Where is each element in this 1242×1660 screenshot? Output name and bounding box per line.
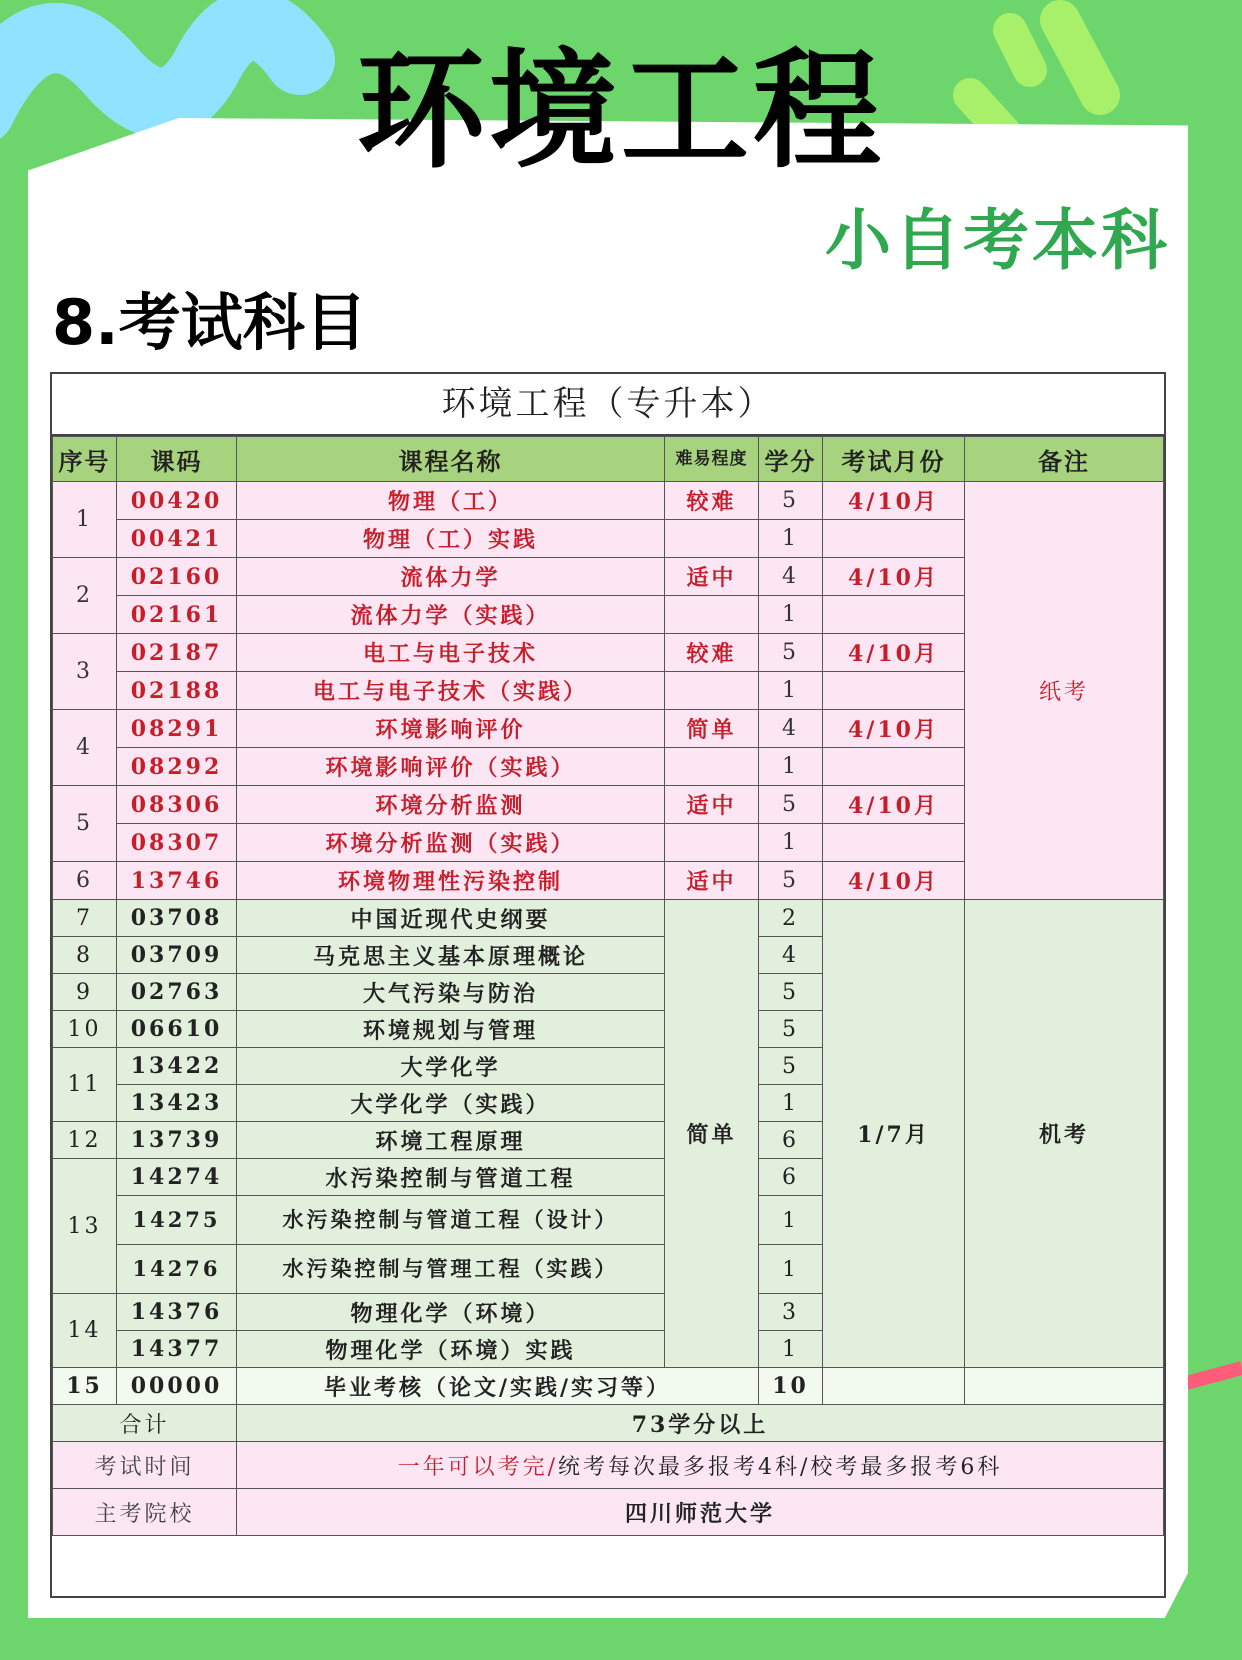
cell-code: 00000 [117,1368,237,1405]
cell-code: 14276 [117,1245,237,1294]
cell-course-name: 环境规划与管理 [237,1011,665,1048]
cell-code: 02763 [117,974,237,1011]
cell-seq: 3 [53,634,117,710]
cell-code: 13746 [117,862,237,900]
cell-month: 4/10月 [823,634,965,672]
cell-difficulty [665,672,759,710]
cell-seq: 9 [53,974,117,1011]
cell-code: 02161 [117,596,237,634]
table-header-row [53,437,1164,482]
col-header-seq: 序号 [53,437,117,482]
cell-course-name: 物理化学（环境） [237,1294,665,1331]
school-value: 四川师范大学 [237,1489,1164,1536]
cell-course-name: 环境分析监测（实践） [237,824,665,862]
cell-seq: 14 [53,1294,117,1368]
cell-course-name: 环境分析监测 [237,786,665,824]
exam-time-highlight: 一年可以考完/ [397,1454,558,1480]
cell-seq: 2 [53,558,117,634]
cell-code: 00420 [117,482,237,520]
cell-credit: 1 [759,520,823,558]
cell-code: 02188 [117,672,237,710]
cell-credit: 6 [759,1159,823,1196]
cell-course-name: 流体力学（实践） [237,596,665,634]
cell-note: 机考 [965,900,1164,1368]
cell-code: 06610 [117,1011,237,1048]
cell-code: 08307 [117,824,237,862]
cell-credit: 1 [759,748,823,786]
cell-month [823,824,965,862]
cell-credit: 1 [759,1331,823,1368]
cell-credit: 5 [759,974,823,1011]
col-header-difficulty: 难易程度 [665,437,759,482]
cell-difficulty [665,824,759,862]
cell-difficulty: 较难 [665,634,759,672]
exam-time-value [237,1442,1164,1489]
cell-difficulty [665,520,759,558]
cell-difficulty [665,596,759,634]
cell-month [823,672,965,710]
col-header-name: 课程名称 [237,437,665,482]
cell-course-name: 大学化学（实践） [237,1085,665,1122]
cell-seq: 4 [53,710,117,786]
cell-seq: 15 [53,1368,117,1405]
cell-code: 14274 [117,1159,237,1196]
cell-course-name: 物理（工）实践 [237,520,665,558]
cell-code: 14377 [117,1331,237,1368]
total-value: 73学分以上 [237,1405,1164,1442]
cell-seq: 10 [53,1011,117,1048]
cell-month: 1/7月 [823,900,965,1368]
cell-difficulty: 适中 [665,862,759,900]
cell-course-name: 毕业考核（论文/实践/实习等） [237,1368,759,1405]
cell-month: 4/10月 [823,710,965,748]
cell-difficulty: 适中 [665,558,759,596]
cell-course-name: 流体力学 [237,558,665,596]
cell-credit: 1 [759,596,823,634]
exam-time-detail: 统考每次最多报考4科/校考最多报考6科 [558,1454,1003,1480]
cell-code: 08306 [117,786,237,824]
cell-credit: 4 [759,937,823,974]
table-row [53,482,1164,520]
cell-code: 03709 [117,937,237,974]
cell-credit: 5 [759,1048,823,1085]
col-header-month: 考试月份 [823,437,965,482]
cell-credit: 4 [759,710,823,748]
cell-course-name: 环境工程原理 [237,1122,665,1159]
col-header-note: 备注 [965,437,1164,482]
cell-course-name: 环境影响评价（实践） [237,748,665,786]
cell-seq: 12 [53,1122,117,1159]
cell-credit: 5 [759,482,823,520]
cell-code: 13423 [117,1085,237,1122]
cell-credit: 4 [759,558,823,596]
total-row [53,1405,1164,1442]
col-header-code: 课码 [117,437,237,482]
table-row [53,900,1164,937]
course-table [52,436,1164,1536]
cell-code: 08292 [117,748,237,786]
school-row [53,1489,1164,1536]
cell-month: 4/10月 [823,558,965,596]
section-heading: 8.考试科目 [52,286,367,359]
table-row [53,1368,1164,1405]
cell-code: 13739 [117,1122,237,1159]
cell-difficulty: 适中 [665,786,759,824]
cell-credit: 1 [759,1085,823,1122]
cell-code: 00421 [117,520,237,558]
cell-difficulty: 较难 [665,482,759,520]
cell-credit: 6 [759,1122,823,1159]
cell-course-name: 水污染控制与管道工程 [237,1159,665,1196]
cell-month: 4/10月 [823,482,965,520]
cell-month [823,520,965,558]
cell-course-name: 水污染控制与管理工程（实践） [237,1245,665,1294]
cell-code: 13422 [117,1048,237,1085]
cell-course-name: 大学化学 [237,1048,665,1085]
cell-course-name: 电工与电子技术（实践） [237,672,665,710]
cell-credit: 5 [759,862,823,900]
col-header-credit: 学分 [759,437,823,482]
cell-course-name: 电工与电子技术 [237,634,665,672]
cell-seq: 6 [53,862,117,900]
cell-course-name: 大气污染与防治 [237,974,665,1011]
cell-credit: 3 [759,1294,823,1331]
cell-note [965,1368,1164,1405]
cell-difficulty [665,748,759,786]
cell-code: 14275 [117,1196,237,1245]
cell-course-name: 环境物理性污染控制 [237,862,665,900]
cell-seq: 8 [53,937,117,974]
cell-code: 08291 [117,710,237,748]
cell-course-name: 马克思主义基本原理概论 [237,937,665,974]
cell-seq: 11 [53,1048,117,1122]
cell-code: 02187 [117,634,237,672]
cell-credit: 1 [759,1245,823,1294]
cell-code: 03708 [117,900,237,937]
cell-month: 4/10月 [823,862,965,900]
cell-credit: 10 [759,1368,823,1405]
exam-time-row [53,1442,1164,1489]
cell-difficulty: 简单 [665,900,759,1368]
cell-credit: 5 [759,1011,823,1048]
cell-seq: 1 [53,482,117,558]
cell-course-name: 物理化学（环境）实践 [237,1331,665,1368]
cell-seq: 13 [53,1159,117,1294]
exam-time-label: 考试时间 [53,1442,237,1489]
cell-credit: 2 [759,900,823,937]
page-title: 环境工程 [356,37,885,186]
table-title: 环境工程（专升本） [52,374,1164,436]
cell-course-name: 环境影响评价 [237,710,665,748]
cell-credit: 1 [759,672,823,710]
cell-credit: 1 [759,824,823,862]
cell-seq: 7 [53,900,117,937]
cell-credit: 5 [759,634,823,672]
cell-note: 纸考 [965,482,1164,900]
cell-month [823,1368,965,1405]
cell-code: 02160 [117,558,237,596]
total-label: 合计 [53,1405,237,1442]
cell-code: 14376 [117,1294,237,1331]
cell-course-name: 水污染控制与管道工程（设计） [237,1196,665,1245]
cell-month: 4/10月 [823,786,965,824]
school-label: 主考院校 [53,1489,237,1536]
cell-month [823,596,965,634]
page-subtitle: 小自考本科 [825,202,1170,279]
cell-month [823,748,965,786]
cell-seq: 5 [53,786,117,862]
cell-credit: 1 [759,1196,823,1245]
cell-course-name: 中国近现代史纲要 [237,900,665,937]
cell-difficulty: 简单 [665,710,759,748]
exam-subject-table [50,372,1166,1598]
cell-course-name: 物理（工） [237,482,665,520]
cell-credit: 5 [759,786,823,824]
